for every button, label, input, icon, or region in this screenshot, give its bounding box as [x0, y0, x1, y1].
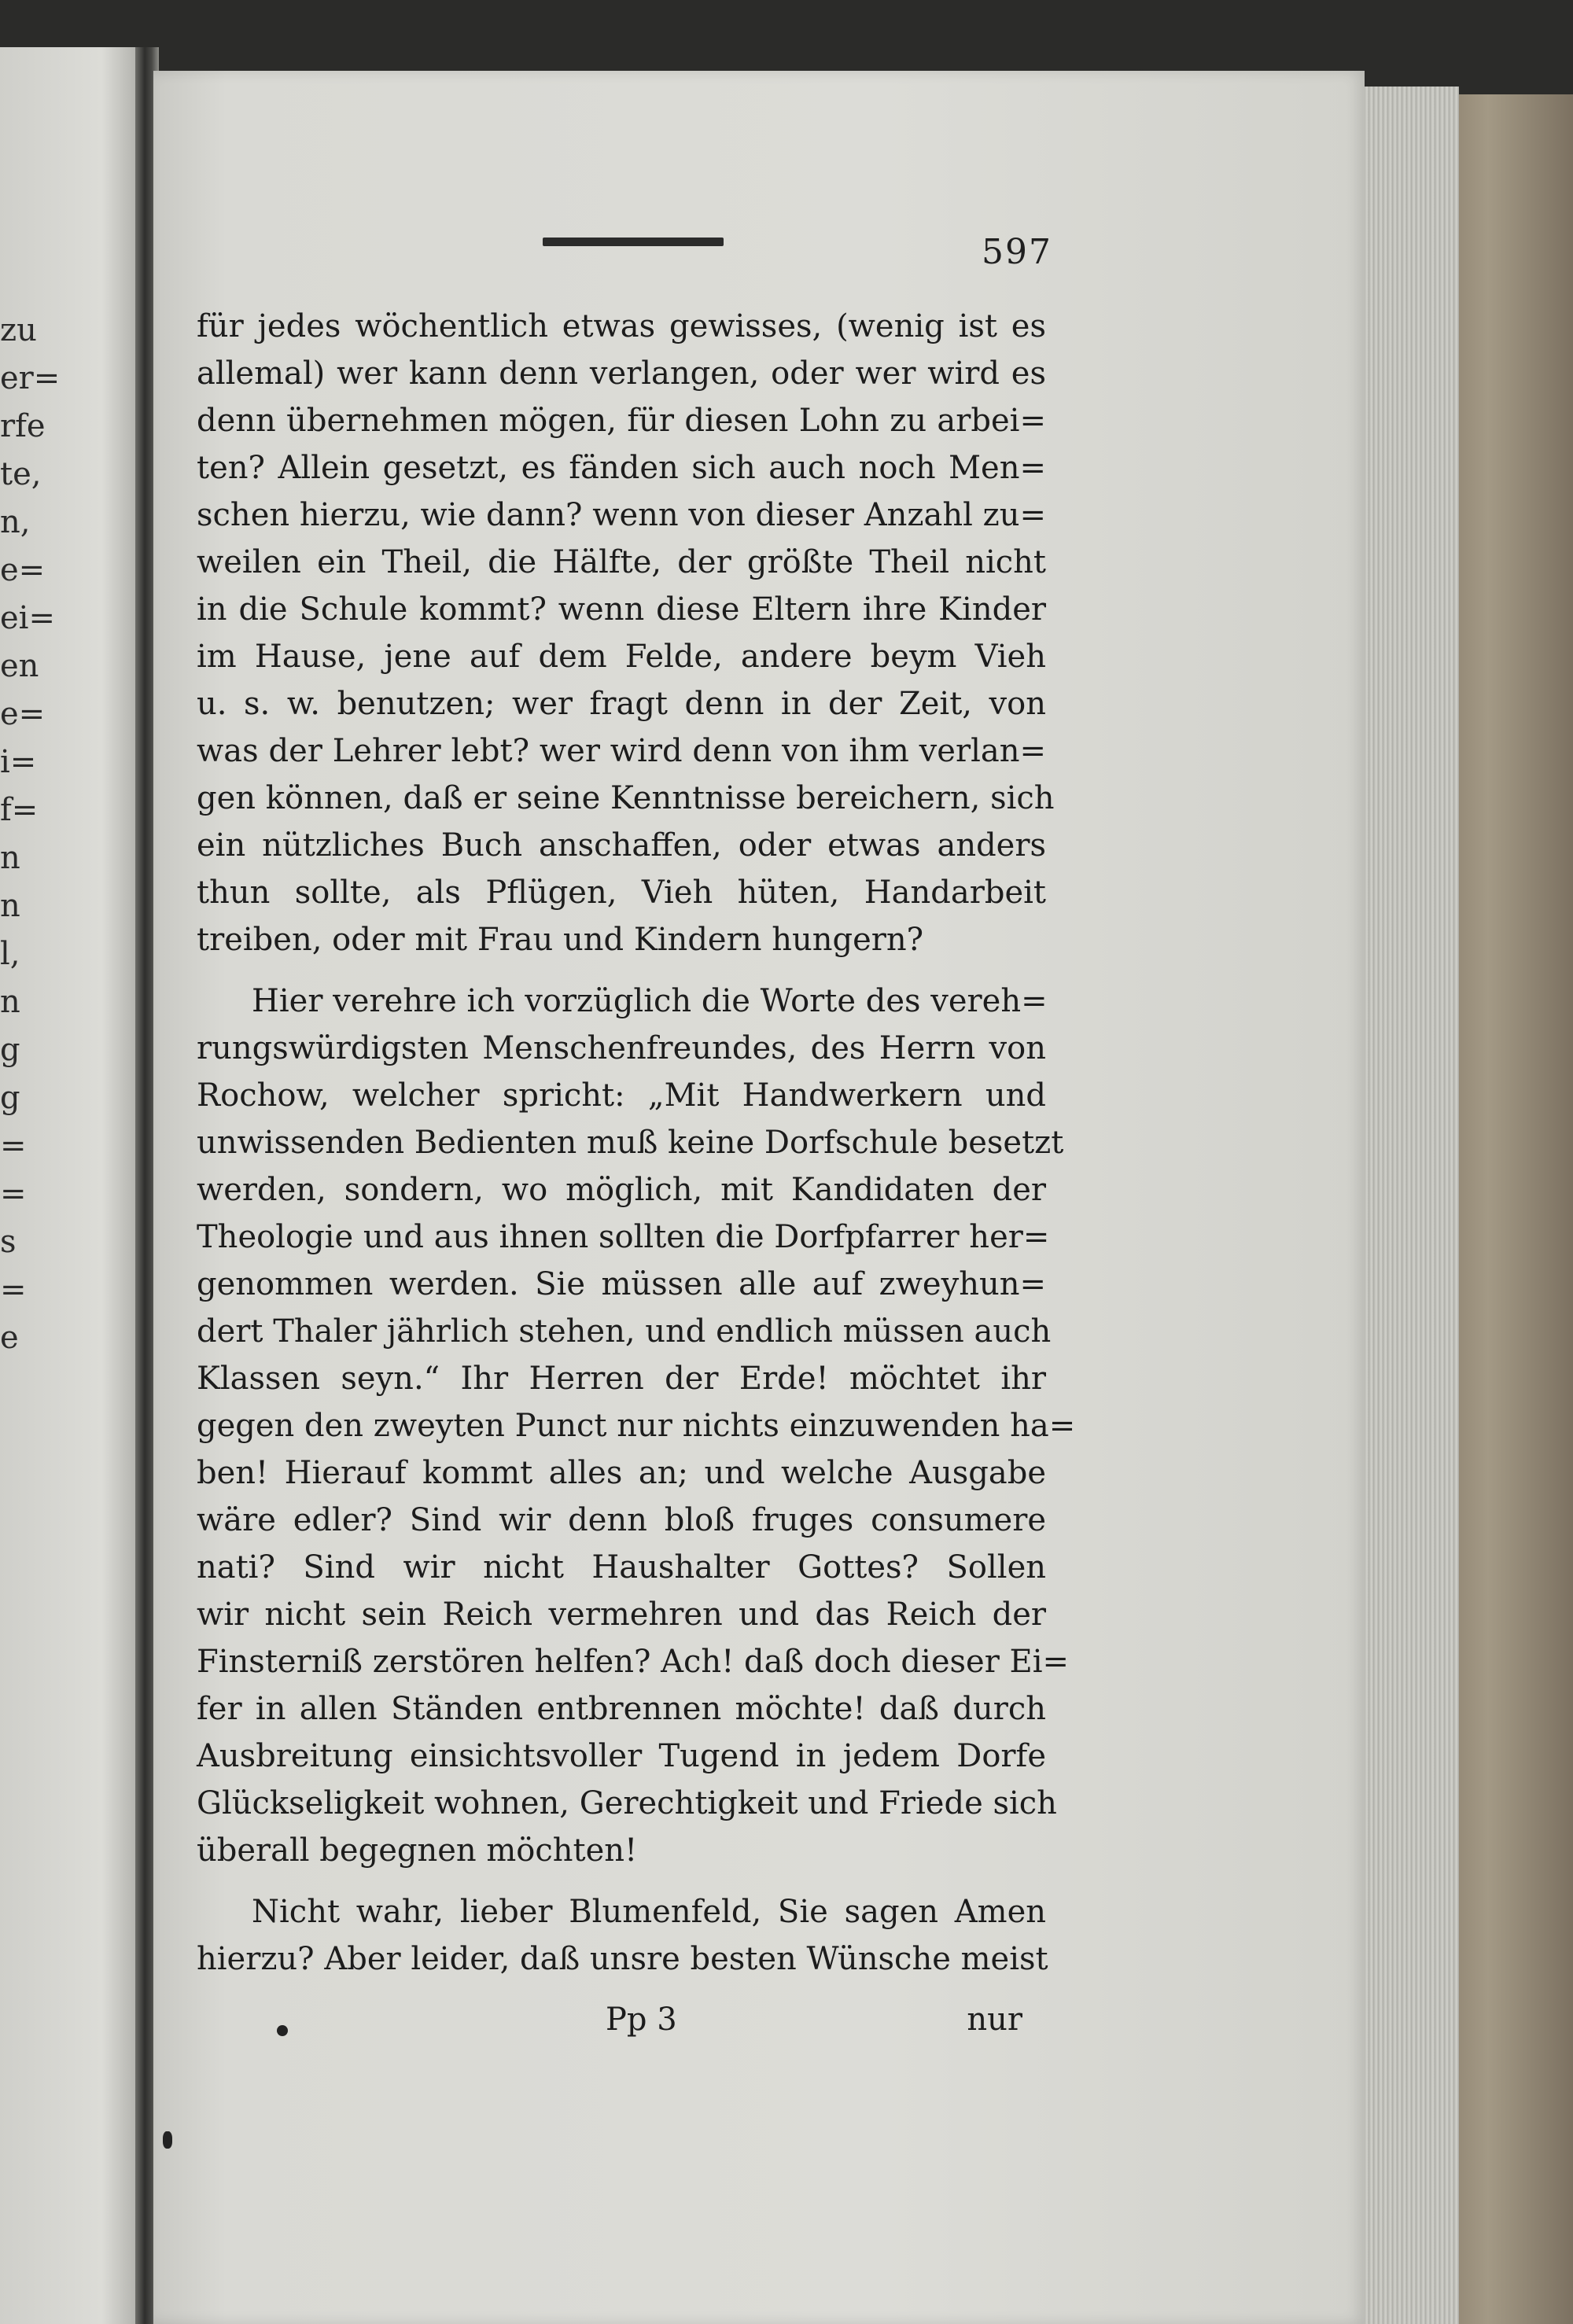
left-fragment: g [0, 1080, 20, 1116]
left-fragment: n [0, 888, 20, 924]
text-line: ein nützliches Buch anschaffen, oder etwas anders [197, 827, 1046, 864]
left-page-text-fragments [0, 307, 61, 1362]
paragraph-gap [197, 1874, 1046, 1888]
text-line: Rochow, welcher spricht: „Mit Handwerkern und [197, 1077, 1046, 1114]
text-line: u. s. w. benutzen; wer fragt denn in der Zeit, von [197, 686, 1046, 722]
text-line: nati? Sind wir nicht Haushalter Gottes? Sollen [197, 1549, 1046, 1586]
text-line: thun sollte, als Pflügen, Vieh hüten, Handarbeit [197, 875, 1046, 911]
left-fragment: g [0, 1032, 20, 1068]
left-fragment: = [0, 1128, 27, 1164]
text-line: Theologie und aus ihnen sollten die Dorfpfarrer her= [197, 1219, 1050, 1255]
ink-spot [277, 2025, 288, 2036]
text-line: hierzu? Aber leider, daß unsre besten Wünsche meist [197, 1941, 1048, 1977]
text-line: gegen den zweyten Punct nur nichts einzuwenden ha= [197, 1408, 1076, 1444]
text-line: Klassen seyn.“ Ihr Herren der Erde! möchtet ihr [197, 1361, 1046, 1397]
text-line: wäre edler? Sind wir denn bloß fruges consumere [197, 1502, 1046, 1538]
left-fragment: f= [0, 792, 39, 828]
text-line: überall begegnen möchten! [197, 1832, 638, 1869]
text-line: im Hause, jene auf dem Felde, andere beym Vieh [197, 639, 1046, 675]
text-line: ten? Allein gesetzt, es fänden sich auch noch Men= [197, 450, 1046, 486]
text-line: unwissenden Bedienten muß keine Dorfschule besetzt [197, 1125, 1064, 1161]
text-line: ben! Hierauf kommt alles an; und welche Ausgabe [197, 1455, 1046, 1491]
text-line: Finsterniß zerstören helfen? Ach! daß doch dieser Ei= [197, 1644, 1070, 1680]
text-line: rungswürdigsten Menschenfreundes, des Herrn von [197, 1030, 1046, 1066]
left-fragment: rfe [0, 408, 46, 444]
text-line: Nicht wahr, lieber Blumenfeld, Sie sagen Amen [252, 1894, 1046, 1930]
left-fragment: en [0, 648, 39, 684]
left-fragment: te, [0, 456, 42, 492]
text-line: wir nicht sein Reich vermehren und das Reich der [197, 1597, 1046, 1633]
signature-mark: Pp 3 [606, 2002, 677, 2038]
left-fragment: = [0, 1176, 27, 1212]
left-fragment: ei= [0, 600, 55, 636]
left-fragment: n, [0, 504, 31, 540]
left-fragment: = [0, 1272, 27, 1308]
text-line: treiben, oder mit Frau und Kindern hungern? [197, 922, 924, 958]
text-line: allemal) wer kann denn verlangen, oder wer wird es [197, 355, 1046, 392]
left-fragment: e= [0, 552, 46, 588]
left-fragment: i= [0, 744, 37, 780]
text-line: genommen werden. Sie müssen alle auf zweyhun= [197, 1266, 1046, 1302]
text-line: in die Schule kommt? wenn diese Eltern ihre Kinder [197, 591, 1046, 628]
text-line: dert Thaler jährlich stehen, und endlich müssen auch [197, 1313, 1052, 1350]
paragraph-gap [197, 963, 1046, 978]
ink-spot [163, 2131, 172, 2149]
left-fragment: e [0, 1320, 19, 1356]
left-fragment: e= [0, 696, 46, 732]
left-fragment: zu [0, 312, 37, 348]
text-line: Hier verehre ich vorzüglich die Worte des vereh= [252, 983, 1048, 1019]
text-line: schen hierzu, wie dann? wenn von dieser Anzahl zu= [197, 497, 1046, 533]
text-line: Ausbreitung einsichtsvoller Tugend in jedem Dorfe [197, 1738, 1046, 1774]
left-fragment: n [0, 984, 20, 1020]
page-footer [197, 2002, 1022, 2049]
text-line: werden, sondern, wo möglich, mit Kandidaten der [197, 1172, 1046, 1208]
left-fragment: l, [0, 936, 20, 972]
text-line: fer in allen Ständen entbrennen möchte! daß durch [197, 1691, 1046, 1727]
text-line: was der Lehrer lebt? wer wird denn von ihm verlan= [197, 733, 1046, 769]
catchword: nur [967, 2002, 1022, 2038]
text-line: Glückseligkeit wohnen, Gerechtigkeit und Friede sich [197, 1785, 1057, 1821]
page-number: 597 [982, 232, 1052, 272]
left-fragment: s [0, 1224, 17, 1260]
left-fragment: n [0, 840, 20, 876]
text-line: weilen ein Theil, die Hälfte, der größte Theil nicht [197, 544, 1046, 580]
left-fragment: er= [0, 360, 61, 396]
text-line: denn übernehmen mögen, für diesen Lohn zu arbei= [197, 403, 1046, 439]
text-line: für jedes wöchentlich etwas gewisses, (wenig ist es [197, 308, 1046, 344]
body-text [197, 303, 1076, 1983]
header-rule [543, 238, 724, 246]
text-line: gen können, daß er seine Kenntnisse bereichern, sich [197, 780, 1055, 816]
